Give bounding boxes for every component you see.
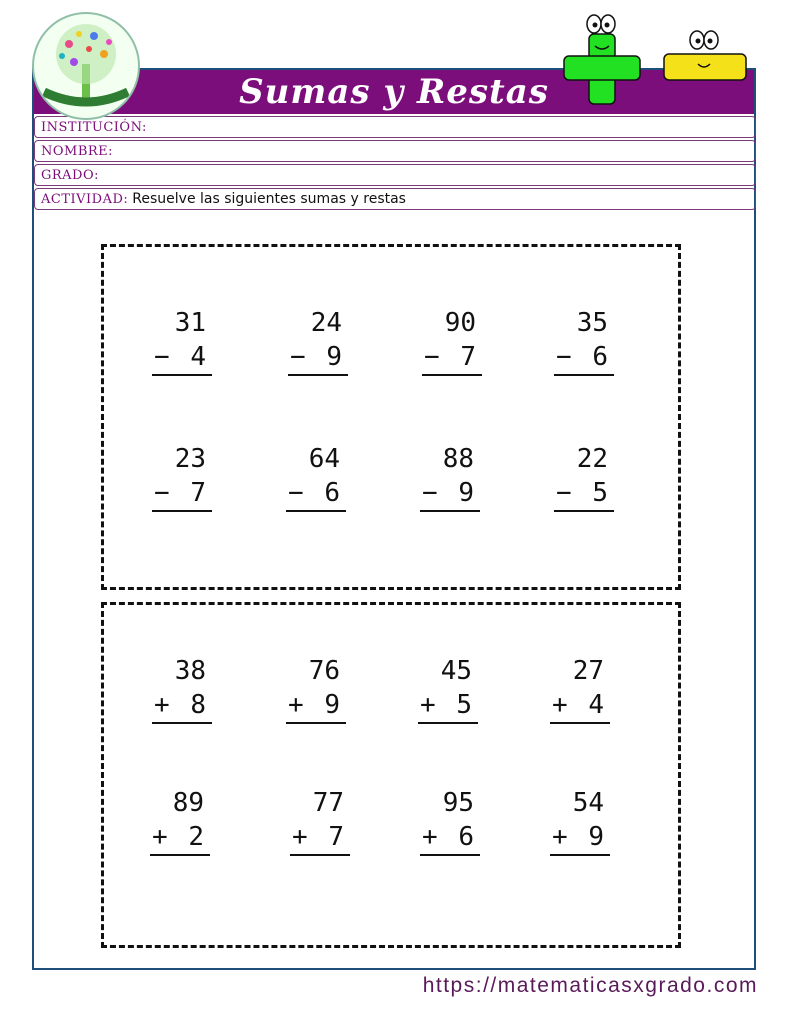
logo bbox=[32, 12, 140, 120]
title-banner bbox=[34, 70, 754, 114]
nombre-field[interactable] bbox=[34, 140, 756, 162]
institucion-field[interactable] bbox=[34, 116, 756, 138]
footer-url-link[interactable]: https://matematicasxgrado.com bbox=[422, 974, 758, 997]
grado-label: GRADO: bbox=[41, 167, 100, 183]
nombre-label: NOMBRE: bbox=[41, 143, 114, 159]
problem[interactable]: 76 + 9 bbox=[286, 654, 346, 724]
problem[interactable]: 24 − 9 bbox=[288, 306, 348, 376]
problem[interactable]: 90 − 7 bbox=[422, 306, 482, 376]
problem[interactable]: 89 + 2 bbox=[150, 786, 210, 856]
problem[interactable]: 95 + 6 bbox=[420, 786, 480, 856]
problem[interactable]: 31 − 4 bbox=[152, 306, 212, 376]
actividad-label: ACTIVIDAD: bbox=[41, 191, 129, 207]
problem[interactable]: 77 + 7 bbox=[290, 786, 350, 856]
plus-mascot bbox=[562, 14, 642, 106]
problem[interactable]: 23 − 7 bbox=[152, 442, 212, 512]
problem[interactable]: 64 − 6 bbox=[286, 442, 346, 512]
problem[interactable]: 22 − 5 bbox=[554, 442, 614, 512]
plus-sign-icon bbox=[562, 14, 642, 106]
tree-logo-icon bbox=[34, 14, 138, 118]
minus-mascot bbox=[662, 26, 748, 82]
problem[interactable]: 35 − 6 bbox=[554, 306, 614, 376]
actividad-field bbox=[34, 188, 756, 210]
problem[interactable]: 54 + 9 bbox=[550, 786, 610, 856]
problem[interactable]: 27 + 4 bbox=[550, 654, 610, 724]
problem[interactable]: 88 − 9 bbox=[420, 442, 480, 512]
institucion-label: INSTITUCIÓN: bbox=[41, 119, 147, 135]
actividad-value: Resuelve las siguientes sumas y restas bbox=[132, 191, 406, 207]
problem[interactable]: 38 + 8 bbox=[152, 654, 212, 724]
student-info bbox=[34, 116, 756, 212]
page-title: Sumas y Restas bbox=[239, 72, 549, 112]
grado-field[interactable] bbox=[34, 164, 756, 186]
minus-sign-icon bbox=[662, 26, 748, 82]
subtraction-box bbox=[101, 244, 681, 590]
problem[interactable]: 45 + 5 bbox=[418, 654, 478, 724]
